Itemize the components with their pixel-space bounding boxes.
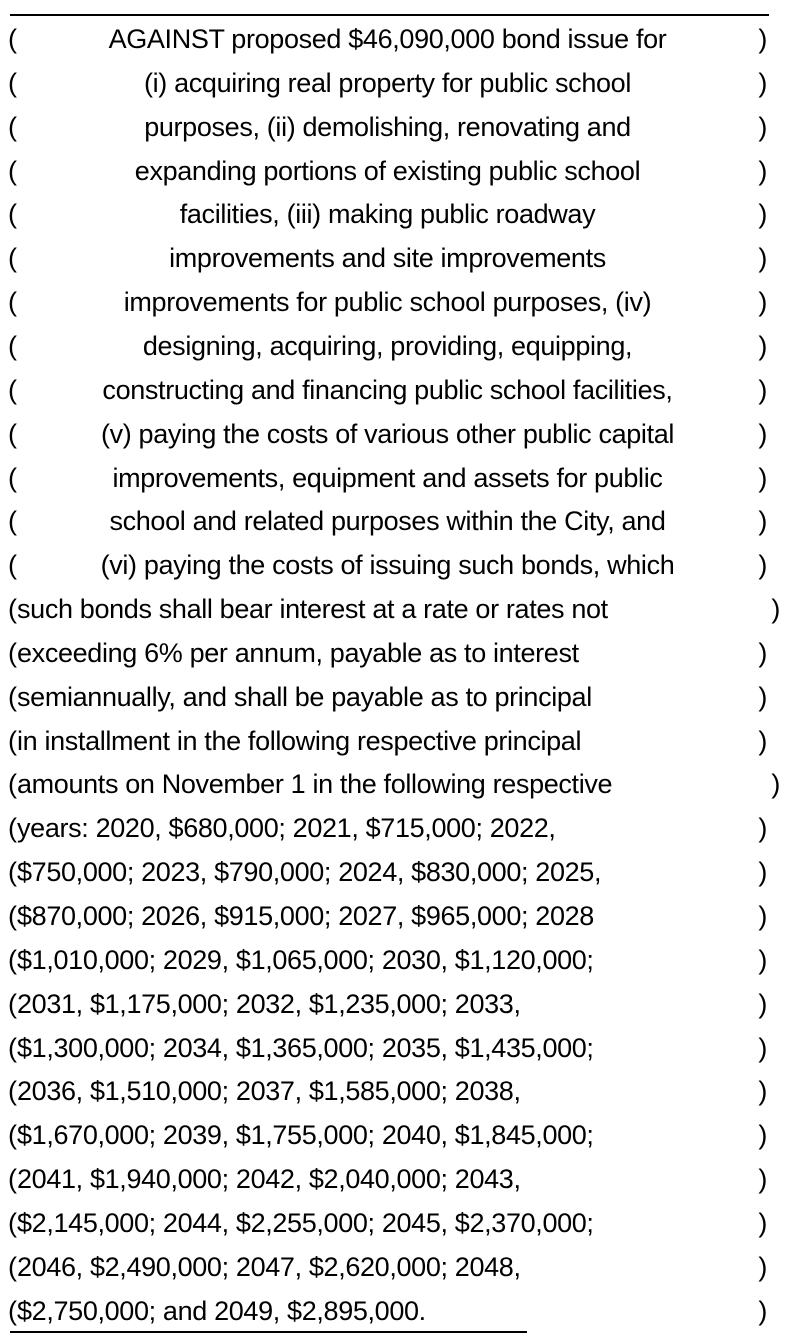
- open-paren: (: [8, 637, 17, 668]
- close-paren: ): [758, 67, 767, 98]
- close-paren: ): [758, 1032, 767, 1063]
- close-paren: ): [758, 111, 767, 142]
- ballot-line: [8, 632, 767, 676]
- open-paren: (: [8, 1164, 17, 1195]
- close-paren: ): [758, 330, 767, 361]
- open-paren: (: [8, 550, 17, 581]
- line-text: $1,010,000; 2029, $1,065,000; 2030, $1,120,000;: [17, 944, 594, 975]
- open-paren: (: [8, 462, 17, 493]
- open-paren: (: [8, 1120, 17, 1151]
- ballot-line: [8, 369, 767, 413]
- ballot-line: [8, 237, 767, 281]
- line-text: improvements and site improvements: [169, 243, 606, 274]
- close-paren: ): [758, 637, 767, 668]
- line-text: $1,300,000; 2034, $1,365,000; 2035, $1,435,000;: [17, 1032, 594, 1063]
- close-paren: ): [758, 988, 767, 1019]
- line-text: designing, acquiring, providing, equipping,: [142, 330, 633, 361]
- open-paren: (: [8, 1251, 17, 1282]
- ballot-line: [8, 720, 767, 764]
- line-text: school and related purposes within the City, and: [109, 506, 666, 537]
- ballot-line: [8, 106, 767, 150]
- open-paren: (: [8, 374, 17, 405]
- open-paren: (: [8, 67, 17, 98]
- ballot-line: [8, 895, 767, 939]
- ballot-line: [8, 1158, 767, 1202]
- ballot-line: [8, 150, 767, 194]
- line-text: in installment in the following respective principal: [17, 725, 582, 756]
- close-paren: ): [758, 1207, 767, 1238]
- close-paren: ): [758, 243, 767, 274]
- open-paren: (: [8, 813, 17, 844]
- open-paren: (: [8, 901, 17, 931]
- ballot-line: [8, 939, 767, 983]
- close-paren: ): [758, 1164, 767, 1195]
- open-paren: (: [8, 155, 17, 186]
- ballot-line: [8, 1290, 767, 1334]
- line-text: $870,000; 2026, $915,000; 2027, $965,000; 2028: [17, 901, 594, 931]
- ballot-line: [8, 676, 767, 720]
- ballot-line: [8, 588, 780, 632]
- close-paren: ): [758, 1076, 767, 1107]
- line-text: semiannually, and shall be payable as to principal: [17, 681, 592, 712]
- ballot-line: [8, 500, 767, 544]
- close-paren: ): [758, 1251, 767, 1282]
- ballot-line: [8, 763, 780, 807]
- close-paren: ): [758, 550, 767, 581]
- line-text: improvements for public school purposes, (iv): [123, 287, 652, 318]
- close-paren: ): [758, 155, 767, 186]
- close-paren: ): [758, 901, 767, 931]
- ballot-measure-text: [8, 0, 780, 1339]
- line-text: constructing and financing public school facilities,: [102, 374, 673, 405]
- ballot-line: [8, 457, 767, 501]
- open-paren: (: [8, 681, 17, 712]
- ballot-line: [8, 807, 767, 851]
- line-text: (i) acquiring real property for public school: [144, 67, 631, 98]
- ballot-line: [8, 1246, 767, 1290]
- line-text: years: 2020, $680,000; 2021, $715,000; 2022,: [17, 813, 556, 844]
- open-paren: (: [8, 1295, 17, 1326]
- open-paren: (: [8, 769, 17, 800]
- close-paren: ): [758, 287, 767, 318]
- line-text: exceeding 6% per annum, payable as to interest: [17, 637, 579, 668]
- ballot-line: [8, 851, 767, 895]
- close-paren: ): [771, 594, 780, 625]
- line-text: expanding portions of existing public school: [134, 155, 641, 186]
- line-text: purposes, (ii) demolishing, renovating and: [144, 111, 631, 142]
- ballot-line: [8, 325, 767, 369]
- close-paren: ): [758, 1295, 767, 1326]
- open-paren: (: [8, 1032, 17, 1063]
- line-text: 2031, $1,175,000; 2032, $1,235,000; 2033,: [17, 988, 521, 1019]
- open-paren: (: [8, 111, 17, 142]
- line-text: $750,000; 2023, $790,000; 2024, $830,000; 2025,: [17, 857, 602, 888]
- line-text: (v) paying the costs of various other public capital: [100, 418, 675, 449]
- close-paren: ): [758, 24, 767, 54]
- close-paren: ): [758, 813, 767, 844]
- line-text: amounts on November 1 in the following respective: [17, 769, 613, 800]
- ballot-line: [8, 413, 767, 457]
- line-text: improvements, equipment and assets for public: [112, 462, 663, 493]
- close-paren: ): [758, 199, 767, 230]
- top-rule: [10, 14, 769, 16]
- close-paren: ): [758, 725, 767, 756]
- close-paren: ): [758, 462, 767, 493]
- open-paren: (: [8, 506, 17, 537]
- line-text: facilities, (iii) making public roadway: [179, 199, 596, 230]
- line-text: $2,750,000; and 2049, $2,895,000.: [17, 1295, 426, 1326]
- ballot-line: [8, 281, 767, 325]
- open-paren: (: [8, 24, 17, 54]
- close-paren: ): [758, 857, 767, 888]
- close-paren: ): [758, 506, 767, 537]
- line-text: $1,670,000; 2039, $1,755,000; 2040, $1,845,000;: [17, 1120, 594, 1151]
- line-text: 2041, $1,940,000; 2042, $2,040,000; 2043,: [17, 1164, 521, 1195]
- open-paren: (: [8, 725, 17, 756]
- open-paren: (: [8, 857, 17, 888]
- open-paren: (: [8, 594, 17, 625]
- ballot-line: [8, 1027, 767, 1071]
- ballot-line: [8, 544, 767, 588]
- ballot-line: [8, 983, 767, 1027]
- close-paren: ): [771, 769, 780, 800]
- line-text: (vi) paying the costs of issuing such bonds, which: [100, 550, 675, 581]
- line-text: AGAINST proposed $46,090,000 bond issue for: [108, 24, 667, 54]
- close-paren: ): [758, 681, 767, 712]
- open-paren: (: [8, 944, 17, 975]
- close-paren: ): [758, 944, 767, 975]
- ballot-line: [8, 62, 767, 106]
- line-text: $2,145,000; 2044, $2,255,000; 2045, $2,370,000;: [17, 1207, 594, 1238]
- open-paren: (: [8, 287, 17, 318]
- line-text: 2036, $1,510,000; 2037, $1,585,000; 2038,: [17, 1076, 521, 1107]
- open-paren: (: [8, 988, 17, 1019]
- ballot-line: [8, 1202, 767, 1246]
- open-paren: (: [8, 418, 17, 449]
- line-text: 2046, $2,490,000; 2047, $2,620,000; 2048,: [17, 1251, 521, 1282]
- close-paren: ): [758, 1120, 767, 1151]
- bottom-rule: [10, 1331, 527, 1333]
- open-paren: (: [8, 1076, 17, 1107]
- open-paren: (: [8, 199, 17, 230]
- close-paren: ): [758, 374, 767, 405]
- close-paren: ): [758, 418, 767, 449]
- line-text: such bonds shall bear interest at a rate or rates not: [17, 594, 608, 625]
- open-paren: (: [8, 330, 17, 361]
- ballot-line: [8, 1070, 767, 1114]
- open-paren: (: [8, 1207, 17, 1238]
- ballot-line: [8, 18, 767, 62]
- open-paren: (: [8, 243, 17, 274]
- ballot-line: [8, 193, 767, 237]
- ballot-line: [8, 1114, 767, 1158]
